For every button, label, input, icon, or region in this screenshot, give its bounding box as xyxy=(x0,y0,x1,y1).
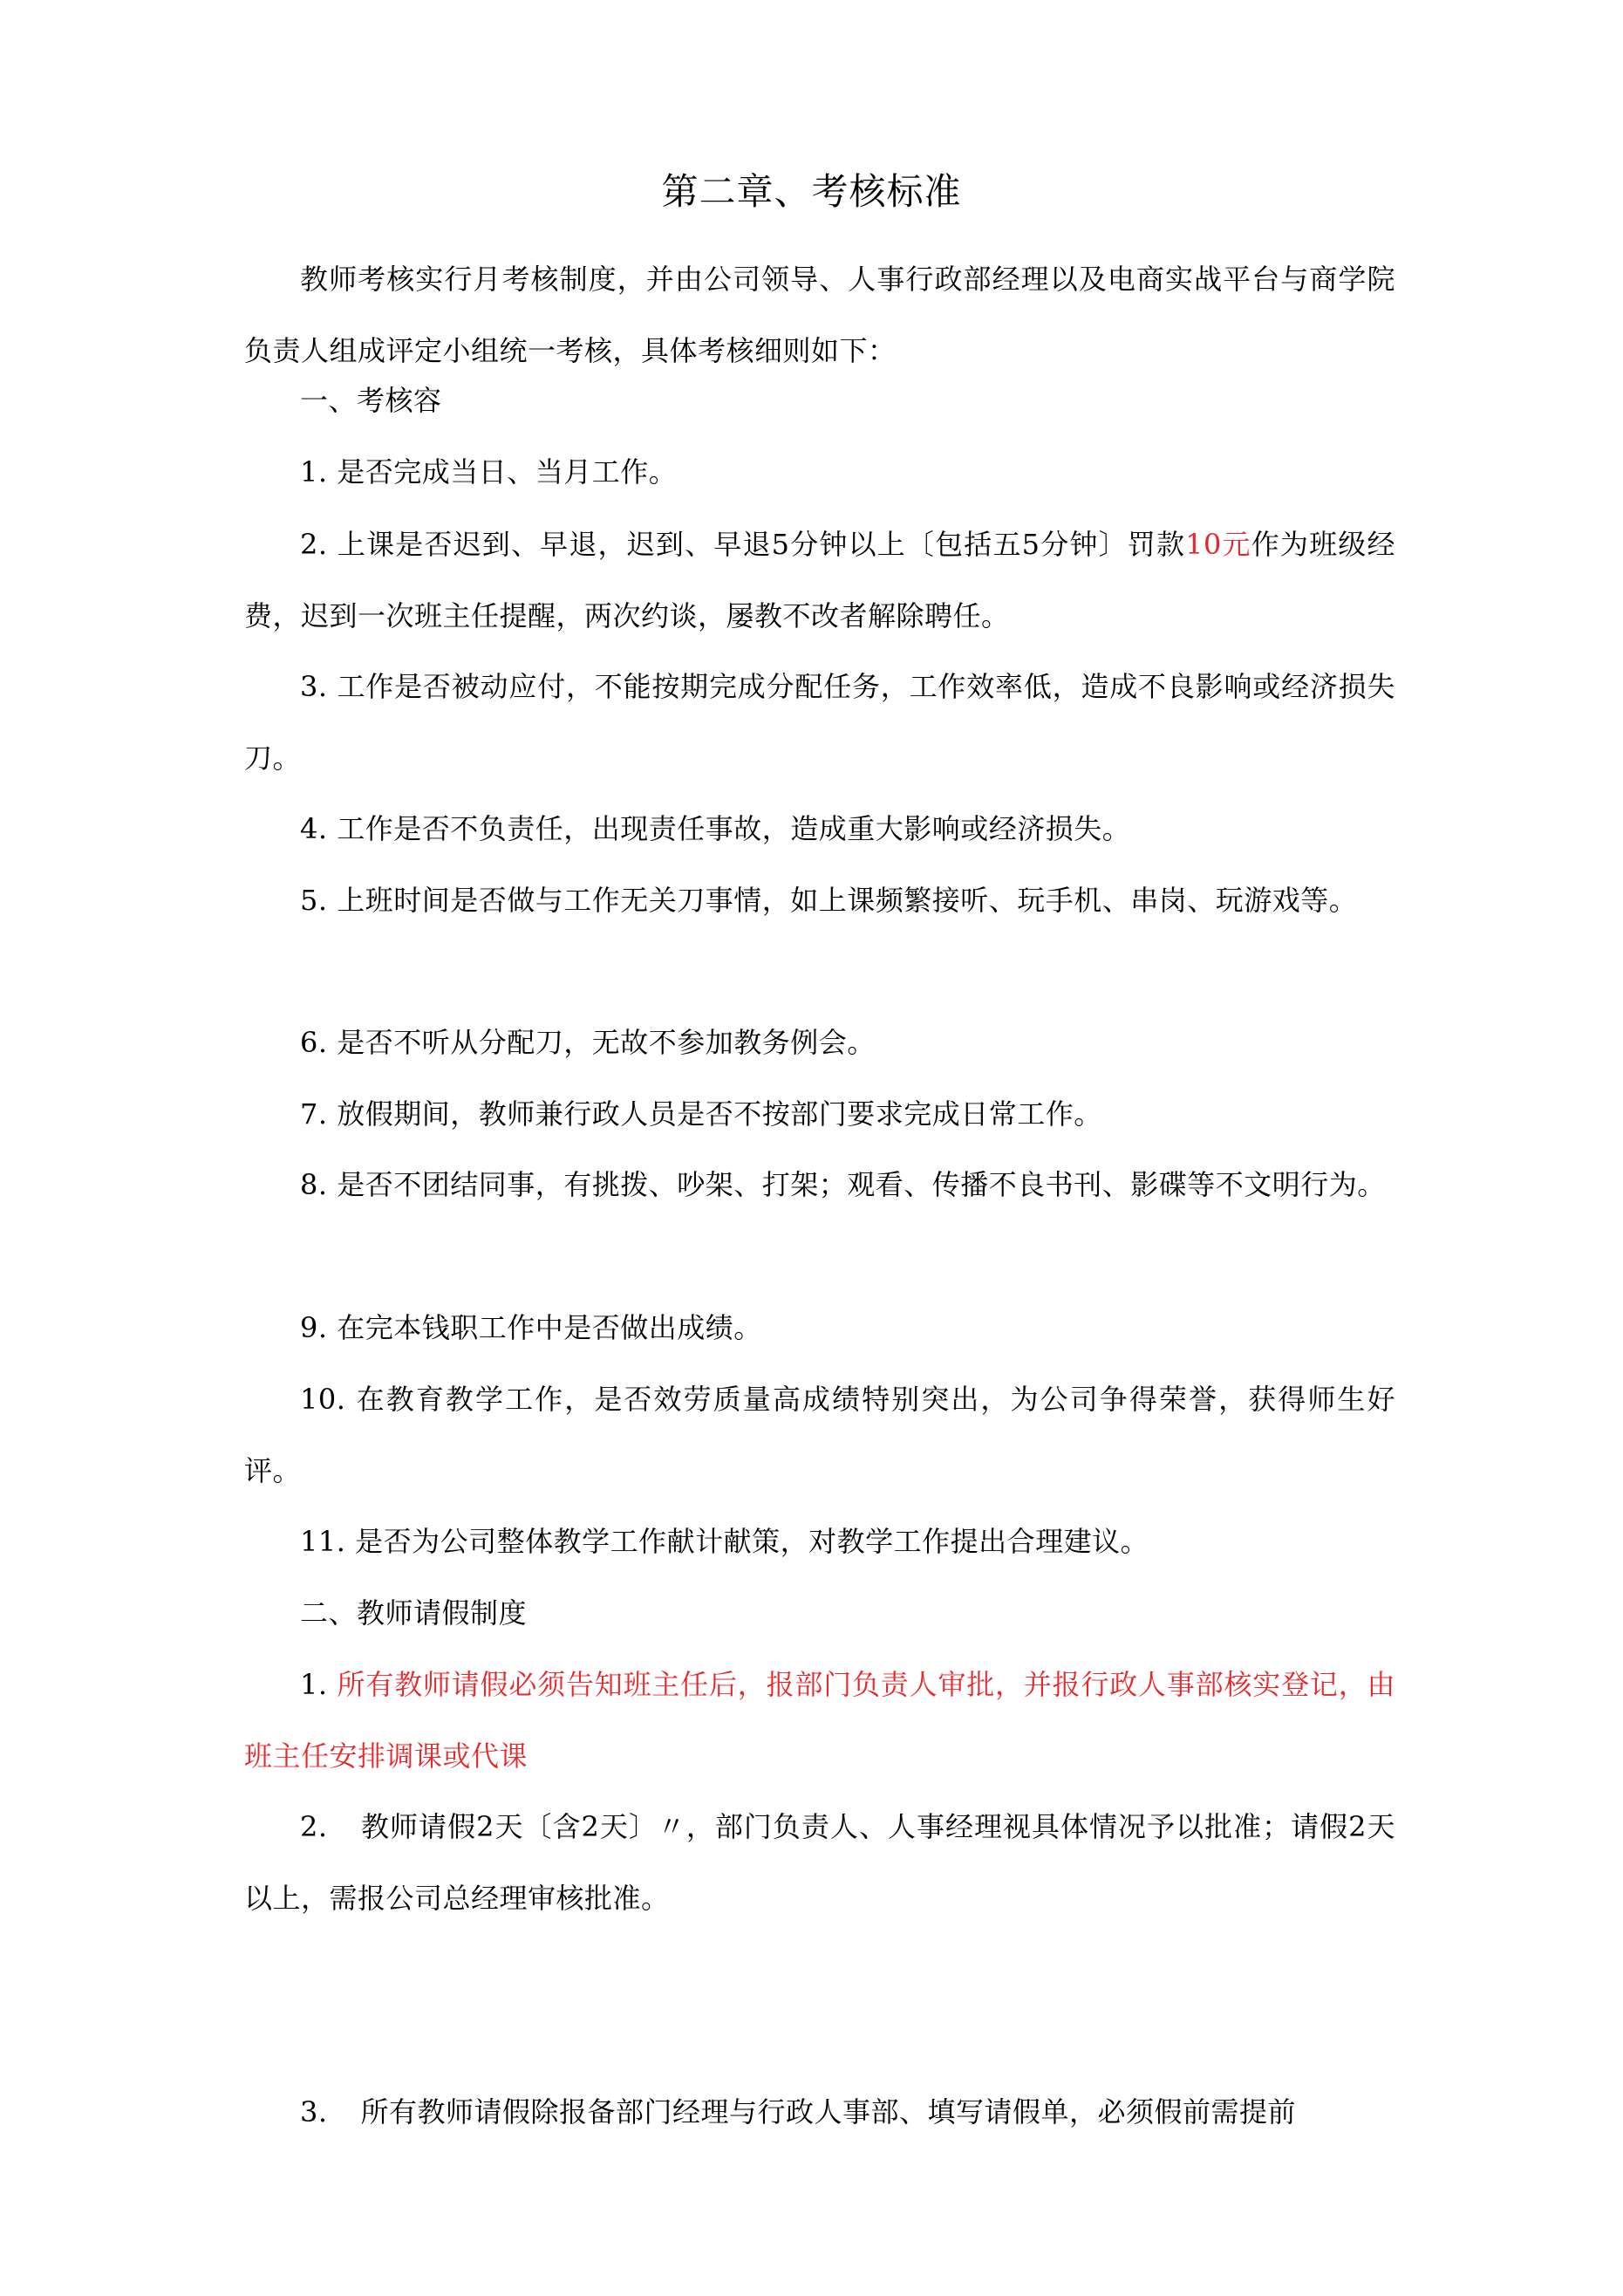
item-number: 5. xyxy=(300,884,328,917)
item-number: 4. xyxy=(300,812,328,845)
section1-item-8 xyxy=(244,1149,1395,1220)
item-text: 是否不团结同事，有挑拨、吵架、打架；观看、传播不良书刊、影碟等不文明行为。 xyxy=(337,1168,1386,1201)
item-text: 工作是否不负责任，出现责任事故，造成重大影响或经济损失。 xyxy=(337,812,1131,845)
item-text: 所有教师请假除报备部门经理与行政人事部、填写请假单，必须假前需提前 xyxy=(360,2095,1297,2129)
item-text: 在教育教学工作，是否效劳质量高成绩特别突出，为公司争得荣誉，获得师生好评。 xyxy=(244,1383,1395,1487)
item-number: 1. xyxy=(300,455,328,489)
fine-amount-highlight: 10元 xyxy=(1185,528,1251,561)
item-text: 上班时间是否做与工作无关刀事情，如上课频繁接听、玩手机、串岗、玩游戏等。 xyxy=(337,884,1358,917)
section1-item-5 xyxy=(244,864,1395,936)
section2-item-2 xyxy=(244,1791,1395,1934)
section2-heading: 二、教师请假制度 xyxy=(300,1596,528,1630)
section1-item-9 xyxy=(244,1292,1395,1363)
section1-item-10 xyxy=(244,1363,1395,1507)
section1-item-11 xyxy=(244,1506,1395,1577)
section1-item-6 xyxy=(244,1007,1395,1078)
item-number: 2. xyxy=(300,528,328,561)
section2-item-1 xyxy=(244,1649,1395,1792)
item-number: 2. xyxy=(300,1810,328,1843)
item-number: 11. xyxy=(300,1525,346,1558)
item-text: 上课是否迟到、早退，迟到、早退5分钟以上〔包括五5分钟〕罚款 xyxy=(337,528,1186,561)
item-text: 在完本钱职工作中是否做出成绩。 xyxy=(337,1311,762,1344)
section1-item-4 xyxy=(244,793,1395,864)
item-text: 是否不听从分配刀，无故不参加教务例会。 xyxy=(337,1026,876,1059)
section1-item-2 xyxy=(244,509,1395,652)
section1-item-1 xyxy=(244,436,1395,508)
item-number: 7. xyxy=(300,1097,328,1131)
section1-heading: 一、考核容 xyxy=(300,384,442,417)
item-text-continued: 作为班级经费，迟到一次班主任提醒，两次约谈，屡教不改者解除聘任。 xyxy=(244,528,1395,632)
chapter-title: 第二章、考核标准 xyxy=(661,170,962,213)
item-text: 放假期间，教师兼行政人员是否不按部门要求完成日常工作。 xyxy=(337,1097,1102,1131)
section1-item-7 xyxy=(244,1078,1395,1150)
item-text: 教师请假2天〔含2天〕〃，部门负责人、人事经理视具体情况予以批准；请假2天以上，需报公司总经理审核批准。 xyxy=(244,1810,1395,1915)
item-text-highlight: 所有教师请假必须告知班主任后，报部门负责人审批，并报行政人事部核实登记，由班主任安排调课或代课 xyxy=(244,1668,1395,1773)
item-number: 3. xyxy=(300,2095,328,2129)
intro-paragraph: 教师考核实行月考核制度，并由公司领导、人事行政部经理以及电商实战平台与商学院负责人组成评定小组统一考核，具体考核细则如下： xyxy=(244,263,1395,367)
item-number: 9. xyxy=(300,1311,328,1344)
item-text: 工作是否被动应付，不能按期完成分配任务，工作效率低，造成不良影响或经济损失刀。 xyxy=(244,670,1395,775)
item-number: 3. xyxy=(300,670,328,703)
item-number: 10. xyxy=(300,1383,346,1416)
item-text: 是否为公司整体教学工作献计献策，对教学工作提出合理建议。 xyxy=(355,1525,1149,1558)
section1-item-3 xyxy=(244,651,1395,794)
section2-item-3 xyxy=(244,2076,1395,2148)
item-number: 8. xyxy=(300,1168,328,1201)
item-number: 6. xyxy=(300,1026,328,1059)
item-number: 1. xyxy=(300,1668,328,1701)
item-text: 是否完成当日、当月工作。 xyxy=(337,455,678,489)
